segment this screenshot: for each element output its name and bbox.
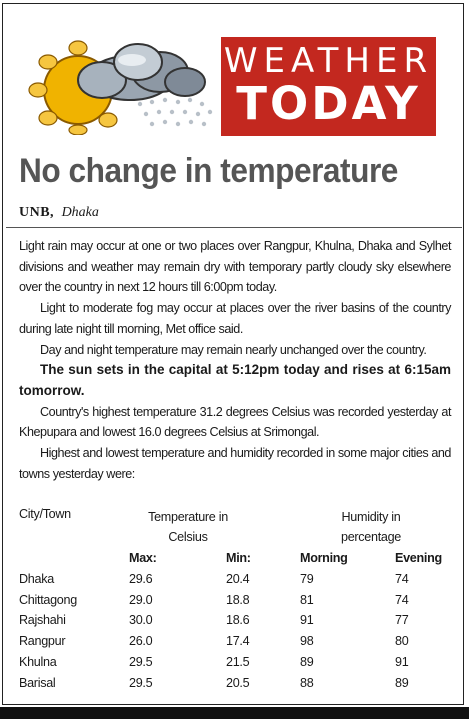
cell-evening: 74 (395, 572, 409, 586)
headline: No change in temperature (19, 152, 398, 190)
byline-place: Dhaka (61, 205, 99, 220)
paragraph-sun-times: The sun sets in the capital at 5:12pm today and rises at 6:15am tomorrow. (19, 362, 451, 398)
cell-evening: 77 (395, 613, 409, 628)
paragraph: Highest and lowest temperature and humidity recorded in some major cities and towns yesterday were: (19, 446, 451, 481)
sub-header-morning: Morning (300, 551, 348, 565)
col-header-temperature-line2: Celsius (168, 530, 208, 544)
weather-header (0, 0, 469, 140)
cell-city: Rangpur (19, 634, 66, 649)
cell-morning: 88 (300, 675, 314, 690)
sub-header-max: Max: (129, 551, 157, 565)
badge-weather-text: WEATHER (223, 41, 434, 81)
paragraph: Day and night temperature may remain nearly unchanged over the country. (40, 342, 427, 357)
cell-min: 17.4 (226, 634, 250, 649)
col-header-humidity-line2: percentage (340, 530, 402, 544)
cell-city: Barisal (19, 675, 56, 690)
byline-agency: UNB, (19, 205, 55, 220)
badge-today-text: TODAY (236, 77, 421, 130)
col-header-humidity (319, 507, 423, 547)
bottom-bar (0, 707, 469, 719)
cell-evening: 89 (395, 675, 409, 690)
cell-morning: 89 (300, 654, 314, 669)
sub-header-evening: Evening (395, 551, 442, 565)
article-body (19, 236, 451, 484)
cell-evening: 91 (395, 654, 409, 669)
paragraph: Country's highest temperature 31.2 degrees Celsius was recorded yesterday at Khepupara and lowest 16.0 degrees Celsius at Srimongal. (19, 404, 451, 440)
cell-evening: 80 (395, 634, 409, 649)
paragraph: Light to moderate fog may occur at places over the river basins of the country during late night till morning, Met office said. (19, 301, 451, 336)
cell-max: 30.0 (129, 613, 153, 628)
weather-today-badge (221, 37, 436, 136)
col-header-humidity-line1: Humidity in (341, 510, 401, 524)
cell-max: 29.6 (129, 572, 153, 586)
cell-city: Dhaka (19, 572, 54, 586)
cell-max: 29.0 (129, 592, 153, 607)
byline (19, 205, 99, 221)
cell-min: 18.6 (226, 613, 250, 628)
cell-morning: 98 (300, 634, 314, 649)
weather-table (19, 507, 451, 697)
cell-city: Rajshahi (19, 613, 66, 628)
sun-cloud-rain-icon (20, 20, 220, 135)
cell-min: 20.4 (226, 572, 250, 586)
cell-morning: 79 (300, 572, 314, 586)
cell-morning: 91 (300, 613, 314, 628)
paragraph: Light rain may occur at one or two places over Rangpur, Khulna, Dhaka and Sylhet divisions and weather may remain dry with temporary partly cloudy sky elsewhere over the country in next 12 hours till 6:00pm today. (19, 239, 451, 295)
cell-city: Khulna (19, 654, 57, 669)
cell-max: 26.0 (129, 634, 153, 649)
cell-max: 29.5 (129, 675, 153, 690)
cell-morning: 81 (300, 592, 314, 607)
cell-evening: 74 (395, 592, 409, 607)
sub-header-min: Min: (226, 551, 251, 565)
divider (6, 227, 462, 228)
cell-city: Chittagong (19, 592, 77, 607)
cell-min: 18.8 (226, 592, 250, 607)
cell-max: 29.5 (129, 654, 153, 669)
col-header-temperature-line1: Temperature in (148, 510, 228, 524)
cell-min: 20.5 (226, 675, 250, 690)
cell-min: 21.5 (226, 654, 250, 669)
col-header-temperature (137, 507, 239, 547)
col-header-city: City/Town (19, 507, 71, 521)
